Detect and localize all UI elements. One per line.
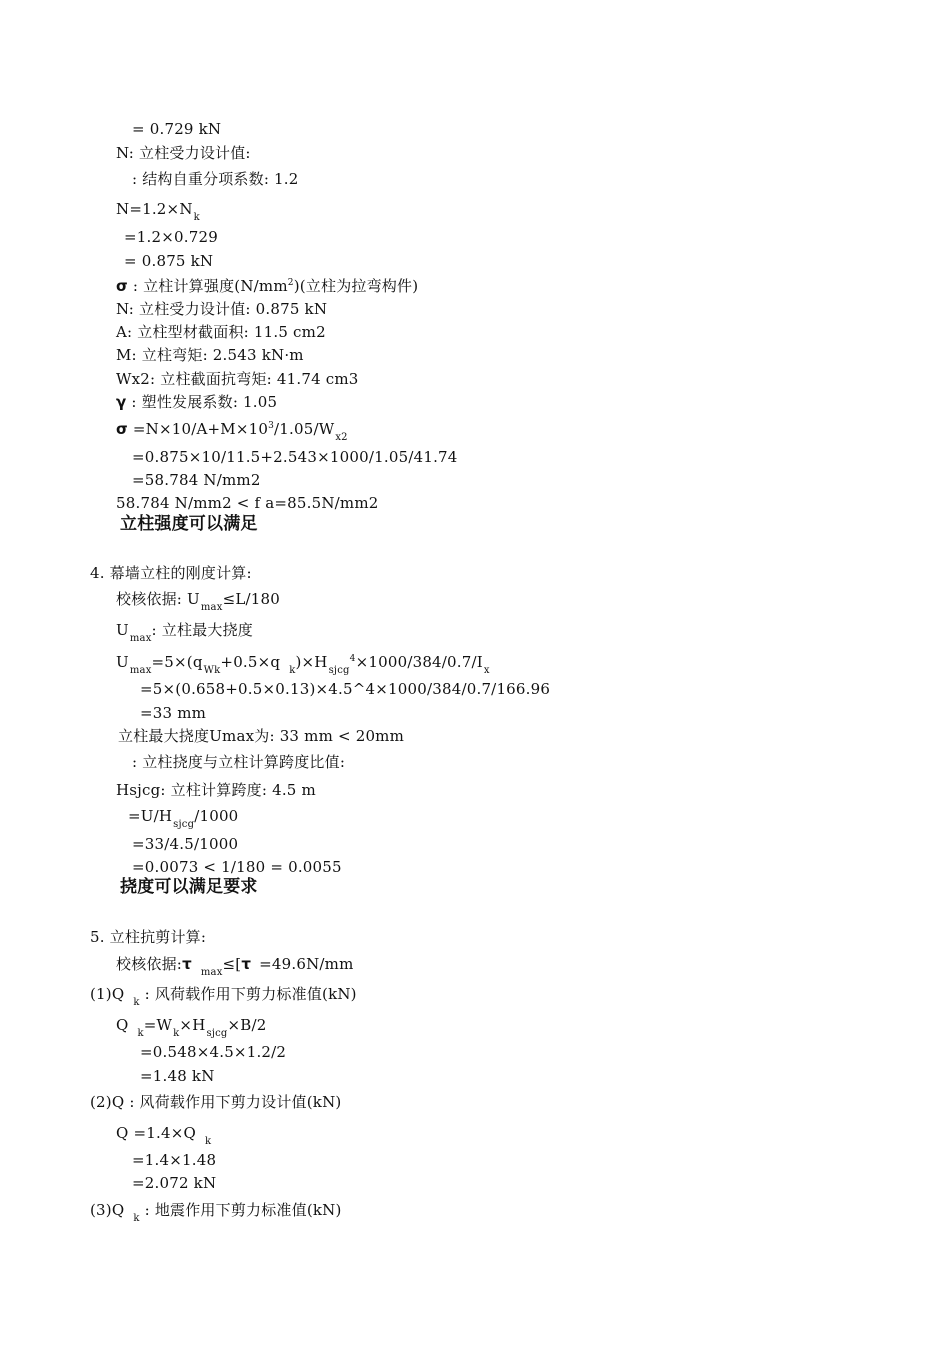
calc-line: 校核依据:τ $_{max}$≤[τ =49.6N/mm — [116, 955, 354, 978]
calc-line: $U_{max}=5\times(q_{Wk}+0.5\times q$ $_k)\times H_{sjcg}^4\times 1000/384/0.7/I_x$ — [116, 653, 490, 676]
calc-line: =0.875×10/11.5+2.543×1000/1.05/41.74 — [132, 448, 458, 466]
calc-line: $N=1.2\times N_k$ — [116, 200, 200, 223]
calc-line: = 0.875 kN — [124, 252, 214, 270]
calc-line: Q =1.4×Q $_k$ — [116, 1124, 212, 1147]
calc-line: N: 立柱受力设计值: 0.875 kN — [116, 300, 328, 318]
calc-line: = 0.729 kN — [132, 120, 222, 138]
calc-line: Q $_k=W_k\times H_{sjcg}\times B/2$ — [116, 1016, 267, 1039]
calc-line: (1)Q $_k$ : 风荷载作用下剪力标准值(kN) — [90, 985, 357, 1008]
calc-line: $=U/H_{sjcg}/1000$ — [128, 807, 239, 830]
calc-line: N: 立柱受力设计值: — [116, 144, 251, 162]
conclusion-strength: 立柱强度可以满足 — [120, 514, 258, 534]
calc-line: γ : 塑性发展系数: 1.05 — [116, 393, 278, 411]
conclusion-deflection: 挠度可以满足要求 — [120, 877, 258, 897]
calc-line: : 结构自重分项系数: 1.2 — [132, 170, 299, 188]
calc-line: =0.548×4.5×1.2/2 — [140, 1043, 287, 1061]
calc-line: =2.072 kN — [132, 1174, 217, 1192]
calc-line: : 立柱挠度与立柱计算跨度比值: — [132, 753, 346, 771]
calc-line: =1.2×0.729 — [124, 228, 218, 246]
calc-line: 58.784 N/mm2 < f a=85.5N/mm2 — [116, 494, 379, 512]
calc-line: $U_{max}$: 立柱最大挠度 — [116, 621, 253, 644]
calc-line: =5×(0.658+0.5×0.13)×4.5^4×1000/384/0.7/166.96 — [140, 680, 551, 698]
calc-line: (2)Q : 风荷载作用下剪力设计值(kN) — [90, 1093, 342, 1111]
section-heading: 4. 幕墙立柱的刚度计算: — [90, 564, 252, 582]
calc-line: =33 mm — [140, 704, 207, 722]
calc-line: $\sigma =N\times 10/A+M\times 10^3/1.05/W_{x2}$ — [116, 420, 348, 443]
calc-line: σ : 立柱计算强度$(N/mm^2)$(立柱为拉弯构件) — [116, 277, 419, 295]
calc-line: (3)Q $_k$ : 地震作用下剪力标准值(kN) — [90, 1201, 342, 1224]
calc-line: M: 立柱弯矩: 2.543 kN·m — [116, 346, 304, 364]
section-heading: 5. 立柱抗剪计算: — [90, 928, 207, 946]
calc-line: =1.4×1.48 — [132, 1151, 217, 1169]
calc-line: Wx2: 立柱截面抗弯矩: 41.74 cm3 — [116, 370, 359, 388]
calc-line: Hsjcg: 立柱计算跨度: 4.5 m — [116, 781, 316, 799]
calc-line: 校核依据: $U_{max}\le L/180$ — [116, 590, 280, 613]
calc-line: =58.784 N/mm2 — [132, 471, 261, 489]
calc-line: 立柱最大挠度Umax为: 33 mm < 20mm — [118, 727, 405, 745]
calc-line: =0.0073 < 1/180 = 0.0055 — [132, 858, 342, 876]
calc-line: =1.48 kN — [140, 1067, 215, 1085]
calc-line: =33/4.5/1000 — [132, 835, 239, 853]
calc-line: A: 立柱型材截面积: 11.5 cm2 — [116, 323, 326, 341]
